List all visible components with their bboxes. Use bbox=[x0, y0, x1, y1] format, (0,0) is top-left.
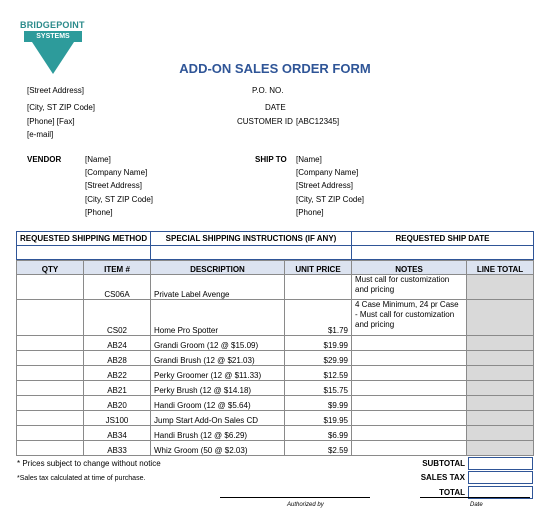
ship-to-phone[interactable]: [Phone] bbox=[296, 208, 324, 217]
line-total-cell bbox=[467, 351, 534, 366]
notes-cell bbox=[352, 336, 467, 351]
ship-date-cell[interactable] bbox=[352, 246, 534, 260]
notes-cell bbox=[352, 351, 467, 366]
date-label: DATE bbox=[265, 103, 286, 112]
table-row bbox=[17, 441, 534, 456]
subtotal-label: SUBTOTAL bbox=[422, 459, 465, 468]
table-row bbox=[17, 381, 534, 396]
table-row bbox=[17, 396, 534, 411]
qty-cell[interactable] bbox=[17, 366, 84, 381]
qty-header: QTY bbox=[17, 261, 84, 275]
unit-price-cell bbox=[285, 275, 352, 300]
description-cell: Handi Brush (12 @ $6.29) bbox=[151, 426, 285, 441]
qty-cell[interactable] bbox=[17, 381, 84, 396]
authorized-by-label: Authorized by bbox=[287, 502, 324, 508]
vendor-city[interactable]: [City, ST ZIP Code] bbox=[85, 195, 154, 204]
notes-cell: 4 Case Minimum, 24 pr Case - Must call for customization and pricing bbox=[352, 300, 467, 336]
description-cell: Home Pro Spotter bbox=[151, 300, 285, 336]
line-total-cell bbox=[467, 336, 534, 351]
table-row bbox=[17, 275, 534, 300]
notes-cell bbox=[352, 426, 467, 441]
line-total-cell bbox=[467, 300, 534, 336]
description-cell: Jump Start Add-On Sales CD bbox=[151, 411, 285, 426]
tax-note: *Sales tax calculated at time of purchase. bbox=[17, 475, 146, 482]
qty-cell[interactable] bbox=[17, 275, 84, 300]
page-title: ADD-ON SALES ORDER FORM bbox=[179, 61, 371, 76]
unit-price-cell: $1.79 bbox=[285, 300, 352, 336]
table-row bbox=[17, 300, 534, 336]
ship-to-label: SHIP TO bbox=[255, 155, 287, 164]
item-cell: JS100 bbox=[84, 411, 151, 426]
customer-id-value[interactable]: [ABC12345] bbox=[296, 117, 340, 126]
vendor-phone[interactable]: [Phone] bbox=[85, 208, 113, 217]
unit-price-cell: $12.59 bbox=[285, 366, 352, 381]
line-total-cell bbox=[467, 426, 534, 441]
table-row bbox=[17, 351, 534, 366]
vendor-label: VENDOR bbox=[27, 155, 62, 164]
authorized-signature-line[interactable] bbox=[220, 497, 370, 498]
description-cell: Handi Groom (12 @ $5.64) bbox=[151, 396, 285, 411]
ship-to-city[interactable]: [City, ST ZIP Code] bbox=[296, 195, 365, 204]
logo-top-text: BRIDGEPOINT bbox=[20, 20, 85, 30]
shipping-method-cell[interactable] bbox=[17, 246, 151, 260]
description-header: DESCRIPTION bbox=[151, 261, 285, 275]
unit-price-cell: $2.59 bbox=[285, 441, 352, 456]
notes-cell bbox=[352, 366, 467, 381]
shipping-instructions-cell[interactable] bbox=[151, 246, 352, 260]
item-cell: AB28 bbox=[84, 351, 151, 366]
sales-tax-field[interactable] bbox=[468, 471, 533, 484]
description-cell: Private Label Avenge bbox=[151, 275, 285, 300]
unit-price-cell: $19.99 bbox=[285, 336, 352, 351]
line-total-header: LINE TOTAL bbox=[467, 261, 534, 275]
ship-to-company[interactable]: [Company Name] bbox=[296, 168, 359, 177]
item-header: ITEM # bbox=[84, 261, 151, 275]
description-cell: Perky Groomer (12 @ $11.33) bbox=[151, 366, 285, 381]
unit-price-cell: $29.99 bbox=[285, 351, 352, 366]
logo-bar-text: SYSTEMS bbox=[24, 31, 82, 42]
line-total-cell bbox=[467, 411, 534, 426]
line-total-cell bbox=[467, 441, 534, 456]
notes-cell bbox=[352, 381, 467, 396]
line-total-cell bbox=[467, 381, 534, 396]
description-cell: Grandi Brush (12 @ $21.03) bbox=[151, 351, 285, 366]
price-note: * Prices subject to change without notice bbox=[17, 459, 161, 468]
table-row bbox=[17, 426, 534, 441]
total-label: TOTAL bbox=[439, 488, 465, 497]
unit-price-cell: $19.95 bbox=[285, 411, 352, 426]
company-phone-fax: [Phone] [Fax] bbox=[27, 117, 75, 126]
qty-cell[interactable] bbox=[17, 426, 84, 441]
table-row bbox=[17, 336, 534, 351]
company-email: [e-mail] bbox=[27, 130, 54, 139]
table-row bbox=[17, 366, 534, 381]
customer-id-label: CUSTOMER ID bbox=[237, 117, 293, 126]
description-cell: Perky Brush (12 @ $14.18) bbox=[151, 381, 285, 396]
items-table bbox=[16, 260, 534, 456]
qty-cell[interactable] bbox=[17, 396, 84, 411]
shipping-method-header: REQUESTED SHIPPING METHOD bbox=[17, 232, 151, 246]
unit-price-header: UNIT PRICE bbox=[285, 261, 352, 275]
line-total-cell bbox=[467, 366, 534, 381]
qty-cell[interactable] bbox=[17, 300, 84, 336]
qty-cell[interactable] bbox=[17, 351, 84, 366]
shipping-table bbox=[16, 231, 534, 260]
item-cell: AB20 bbox=[84, 396, 151, 411]
vendor-company[interactable]: [Company Name] bbox=[85, 168, 148, 177]
item-cell: CS06A bbox=[84, 275, 151, 300]
item-cell: AB22 bbox=[84, 366, 151, 381]
unit-price-cell: $15.75 bbox=[285, 381, 352, 396]
qty-cell[interactable] bbox=[17, 441, 84, 456]
signature-date-label: Date bbox=[470, 502, 483, 508]
notes-cell bbox=[352, 396, 467, 411]
line-total-cell bbox=[467, 275, 534, 300]
ship-to-name[interactable]: [Name] bbox=[296, 155, 322, 164]
item-cell: AB33 bbox=[84, 441, 151, 456]
line-total-cell bbox=[467, 396, 534, 411]
notes-cell: Must call for customization and pricing bbox=[352, 275, 467, 300]
ship-to-street[interactable]: [Street Address] bbox=[296, 181, 353, 190]
unit-price-cell: $9.99 bbox=[285, 396, 352, 411]
item-cell: AB34 bbox=[84, 426, 151, 441]
date-signature-line[interactable] bbox=[420, 497, 530, 498]
notes-cell bbox=[352, 411, 467, 426]
ship-date-header: REQUESTED SHIP DATE bbox=[352, 232, 534, 246]
table-row bbox=[17, 411, 534, 426]
description-cell: Whiz Groom (50 @ $2.03) bbox=[151, 441, 285, 456]
po-label: P.O. NO. bbox=[252, 86, 284, 95]
qty-cell[interactable] bbox=[17, 336, 84, 351]
company-street: [Street Address] bbox=[27, 86, 84, 95]
company-city: [City, ST ZIP Code] bbox=[27, 103, 96, 112]
subtotal-field[interactable] bbox=[468, 457, 533, 470]
sales-tax-label: SALES TAX bbox=[420, 473, 465, 482]
vendor-street[interactable]: [Street Address] bbox=[85, 181, 142, 190]
qty-cell[interactable] bbox=[17, 411, 84, 426]
notes-header: NOTES bbox=[352, 261, 467, 275]
item-cell: AB24 bbox=[84, 336, 151, 351]
item-cell: CS02 bbox=[84, 300, 151, 336]
description-cell: Grandi Groom (12 @ $15.09) bbox=[151, 336, 285, 351]
vendor-name[interactable]: [Name] bbox=[85, 155, 111, 164]
unit-price-cell: $6.99 bbox=[285, 426, 352, 441]
item-cell: AB21 bbox=[84, 381, 151, 396]
notes-cell bbox=[352, 441, 467, 456]
shipping-instructions-header: SPECIAL SHIPPING INSTRUCTIONS (IF ANY) bbox=[151, 232, 352, 246]
